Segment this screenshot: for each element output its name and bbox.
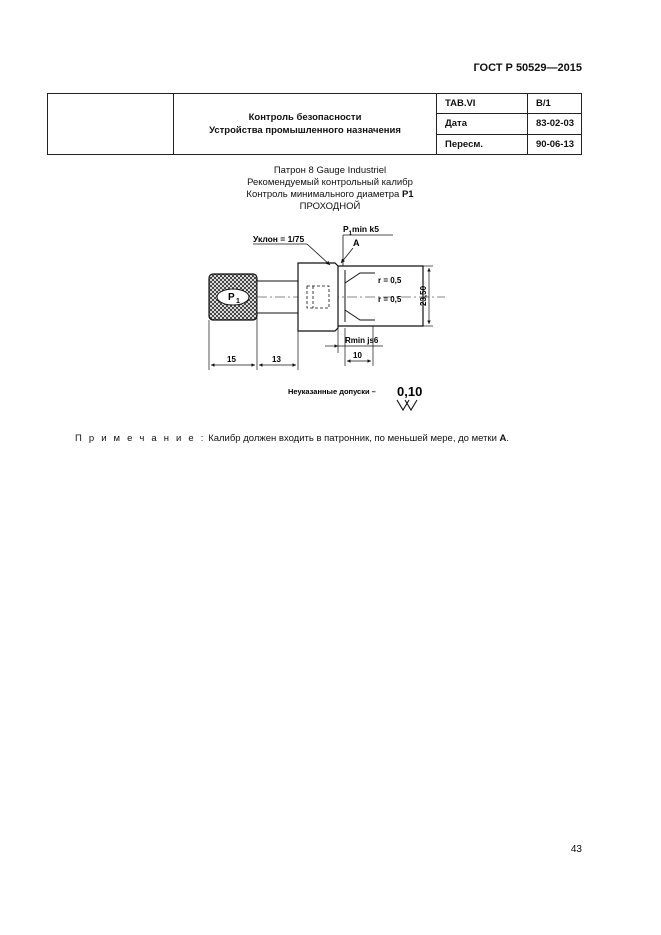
header-key-tab: TAB.VI: [437, 94, 528, 114]
header-value-revised: 90-06-13: [528, 134, 582, 154]
handle-label: P: [228, 292, 235, 303]
caption-line3-bold: P1: [401, 189, 414, 200]
mark-a: A: [353, 238, 360, 248]
rmin-label: Rmin js6: [345, 336, 379, 345]
p1min-tol: k5: [369, 224, 379, 234]
slope-label: Уклон = 1/75: [253, 234, 305, 244]
note-label: П р и м е ч а н и е :: [75, 433, 206, 444]
header-blank-cell: [48, 94, 174, 155]
header-key-revised: Пересм.: [437, 134, 528, 154]
header-key-date: Дата: [437, 114, 528, 134]
gauge-drawing: [195, 218, 445, 418]
header-title-line2: Устройства промышленного назначения: [209, 125, 401, 136]
caption-line3: [180, 189, 480, 201]
caption-line2: Рекомендуемый контрольный калибр: [247, 177, 413, 188]
radius-label-top: r = 0,5: [378, 276, 402, 285]
header-title-line1: Контроль безопасности: [248, 112, 362, 123]
p1min-p: P: [343, 224, 349, 234]
handle-label-sub: 1: [236, 298, 240, 305]
standard-code: ГОСТ Р 50529—2015: [473, 62, 582, 74]
gauge-body: [298, 263, 338, 331]
chamfer-bottom: [345, 310, 375, 320]
note-end: .: [506, 433, 510, 444]
caption-line1: Патрон 8 Gauge Industriel: [273, 165, 387, 176]
caption-line4: ПРОХОДНОЙ: [299, 201, 361, 212]
page-number: 43: [570, 844, 582, 855]
header-value-date: 83-02-03: [528, 114, 582, 134]
note: [75, 433, 509, 444]
drawing-caption: [180, 165, 480, 213]
header-title-cell: [174, 94, 437, 155]
chamfer-top: [345, 273, 375, 283]
note-text: Калибр должен входить в патронник, по меньшей мере, до метки: [208, 433, 500, 444]
header-value-tab: B/1: [528, 94, 582, 114]
surface-finish-icon: [397, 400, 417, 410]
header-table: [47, 93, 582, 155]
radius-label-bottom: r = 0,5: [378, 295, 402, 304]
note-bold: А: [499, 433, 507, 444]
diameter-label: 23,50: [419, 285, 428, 306]
p1min-sub: 1: [348, 231, 353, 237]
dim-13: 13: [272, 355, 281, 364]
tolerance-value: 0,10: [397, 384, 423, 399]
slope-leader: [307, 244, 330, 265]
caption-line3-text: Контроль минимального диаметра: [246, 189, 402, 200]
tolerance-label: Неуказанные допуски –: [288, 387, 376, 396]
p1min-min: min: [352, 224, 368, 234]
dim-10: 10: [353, 351, 362, 360]
dim-15: 15: [227, 355, 236, 364]
